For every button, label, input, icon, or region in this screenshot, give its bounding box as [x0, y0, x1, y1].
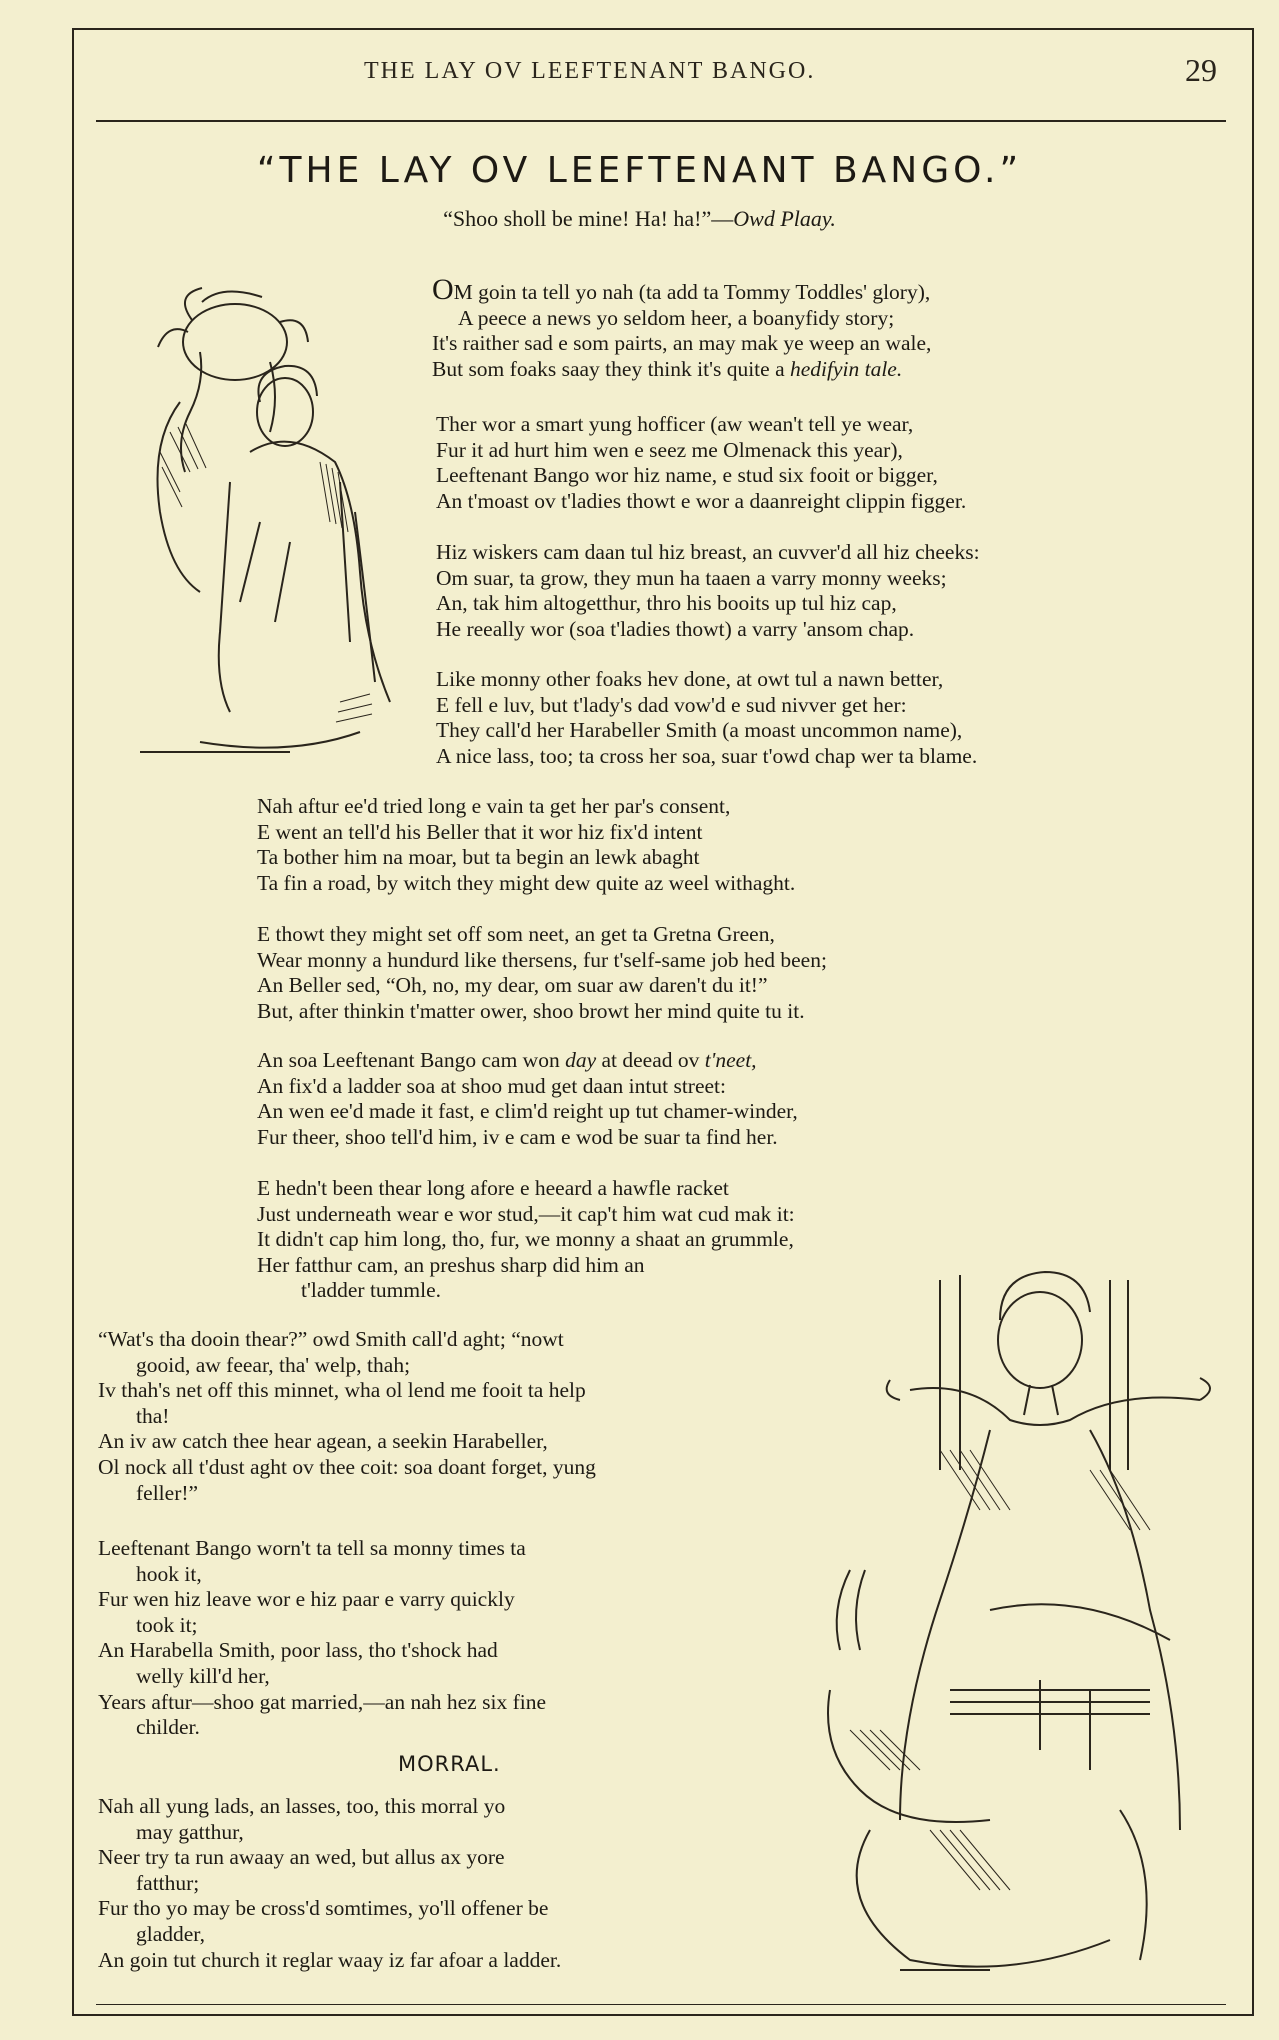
stanza-6 — [257, 922, 827, 1024]
header-rule — [96, 120, 1226, 122]
stanza-1 — [432, 273, 932, 382]
verse-line: Fur it ad hurt him wen e seez me Olmenack this year), — [436, 437, 903, 462]
verse-line: Leeftenant Bango worn't ta tell sa monny times ta — [98, 1536, 526, 1560]
verse-line: E thowt they might set off som neet, an get ta Gretna Green, — [257, 922, 775, 946]
verse-line: may gatthur, — [136, 1819, 244, 1844]
verse-line: An goin tut church it reglar waay iz far afoar a ladder. — [98, 1947, 562, 1972]
verse-line: Ta fin a road, by witch they might dew quite az weel withaght. — [257, 870, 796, 895]
lady-at-window-illustration — [790, 1270, 1230, 1980]
verse-line: welly kill'd her, — [136, 1663, 270, 1688]
verse-line: It's raither sad e som pairts, an may mak ye weep an wale, — [432, 331, 932, 356]
verse-line: OM goin ta tell yo nah (ta add ta Tommy Toddles' glory), — [432, 273, 931, 306]
verse-line: gladder, — [136, 1921, 205, 1946]
verse-line: tha! — [136, 1403, 170, 1428]
morral-stanza — [98, 1794, 750, 1973]
verse-line: t'ladder tummle. — [301, 1278, 442, 1303]
stanza-4 — [436, 667, 977, 769]
verse-line: E went an tell'd his Beller that it wor hiz fix'd intent — [257, 819, 703, 844]
verse-line: It didn't cap him long, tho, fur, we monny a shaat an grummle, — [257, 1227, 794, 1252]
verse-line: Nah all yung lads, an lasses, too, this morral yo — [98, 1794, 506, 1818]
verse-line: Wear monny a hundurd like thersens, fur t'self-same job hed been; — [257, 947, 827, 972]
drop-cap: O — [432, 273, 454, 306]
verse-line: Years aftur—shoo gat married,—an nah hez six fine — [98, 1689, 546, 1714]
footer-rule — [96, 2004, 1226, 2005]
verse-line: An wen ee'd made it fast, e clim'd reight up tut chamer-winder, — [257, 1099, 798, 1124]
stanza-5 — [257, 794, 795, 896]
verse-line: Her fatthur cam, an preshus sharp did him an — [257, 1252, 645, 1277]
verse-line: childer. — [136, 1715, 200, 1740]
verse-line: Nah aftur ee'd tried long e vain ta get her par's consent, — [257, 794, 731, 818]
verse-line: An iv aw catch thee hear agean, a seekin Harabeller, — [98, 1429, 548, 1454]
verse-line: Fur wen hiz leave wor e hiz paar e varry quickly — [98, 1587, 515, 1612]
verse-line: An soa Leeftenant Bango cam won day at deead ov t'neet, — [257, 1048, 757, 1072]
verse-line: took it; — [136, 1612, 198, 1637]
verse-line: An, tak him altogetthur, thro his booits up tul hiz cap, — [436, 591, 897, 616]
verse-line: An Harabella Smith, poor lass, tho t'shock had — [98, 1638, 498, 1663]
epigraph — [0, 206, 1279, 232]
verse-line: He reeally wor (soa t'ladies thowt) a varry 'ansom chap. — [436, 616, 915, 641]
verse-line: An fix'd a ladder soa at shoo mud get daan intut street: — [257, 1073, 726, 1098]
stanza-3 — [436, 540, 980, 642]
verse-line: Fur theer, shoo tell'd him, iv e cam e wod be suar ta find her. — [257, 1124, 778, 1149]
verse-line: Neer try ta run awaay an wed, but allus ax yore — [98, 1845, 505, 1870]
page-number: 29 — [1185, 52, 1217, 88]
verse-line: fatthur; — [136, 1870, 200, 1895]
running-head: THE LAY OV LEEFTENANT BANGO. — [364, 58, 816, 84]
stanza-2 — [436, 412, 966, 514]
verse-line: feller!” — [136, 1480, 199, 1505]
verse-line: “Wat's tha dooin thear?” owd Smith call'd aght; “nowt — [98, 1327, 564, 1351]
verse-line: Iv thah's net off this minnet, wha ol lend me fooit ta help — [98, 1378, 586, 1403]
verse-line: E hedn't been thear long afore e heeard a hawfle racket — [257, 1176, 729, 1200]
verse-line: E fell e luv, but t'lady's dad vow'd e sud nivver get her: — [436, 692, 907, 717]
verse-line: But som foaks saay they think it's quite a hedifyin tale. — [432, 356, 903, 381]
stanza-8 — [257, 1176, 795, 1304]
verse-line: hook it, — [136, 1561, 202, 1586]
verse-line: gooid, aw feear, tha' welp, thah; — [136, 1352, 411, 1377]
epigraph-source: Owd Plaay. — [733, 206, 836, 231]
verse-line: But, after thinkin t'matter ower, shoo browt her mind quite tu it. — [257, 998, 805, 1023]
verse-line: Ol nock all t'dust aght ov thee coit: soa doant forget, yung — [98, 1454, 596, 1479]
epigraph-quote: “Shoo sholl be mine! Ha! ha!”— — [443, 206, 734, 231]
verse-line: Ta bother him na moar, but ta begin an lewk abaght — [257, 845, 700, 870]
verse-line: Ther wor a smart yung hofficer (aw wean't tell ye wear, — [436, 412, 914, 436]
verse-line: An Beller sed, “Oh, no, my dear, om suar aw daren't du it!” — [257, 973, 768, 998]
verse-line: A nice lass, too; ta cross her soa, suar t'owd chap wer ta blame. — [436, 743, 978, 768]
officer-and-lady-illustration — [140, 282, 400, 762]
verse-line: Leeftenant Bango wor hiz name, e stud six fooit or bigger, — [436, 463, 938, 488]
stanza-7 — [257, 1048, 798, 1150]
verse-line: An t'moast ov t'ladies thowt e wor a daanreight clippin figger. — [436, 488, 967, 513]
stanza-9 — [98, 1327, 854, 1506]
verse-line: Om suar, ta grow, they mun ha taaen a varry monny weeks; — [436, 565, 947, 590]
stanza-10 — [98, 1536, 750, 1741]
poem-title: “THE LAY OV LEEFTENANT BANGO.” — [256, 150, 1023, 191]
verse-line: They call'd her Harabeller Smith (a moast uncommon name), — [436, 718, 963, 743]
morral-heading: MORRAL. — [398, 1752, 501, 1776]
verse-line: Just underneath wear e wor stud,—it cap't him wat cud mak it: — [257, 1201, 795, 1226]
verse-line: A peece a news yo seldom heer, a boanyfidy story; — [458, 305, 895, 330]
verse-line: Like monny other foaks hev done, at owt tul a nawn better, — [436, 667, 944, 691]
verse-line: Fur tho yo may be cross'd somtimes, yo'll offener be — [98, 1896, 549, 1921]
verse-line: Hiz wiskers cam daan tul hiz breast, an cuvver'd all hiz cheeks: — [436, 540, 980, 564]
